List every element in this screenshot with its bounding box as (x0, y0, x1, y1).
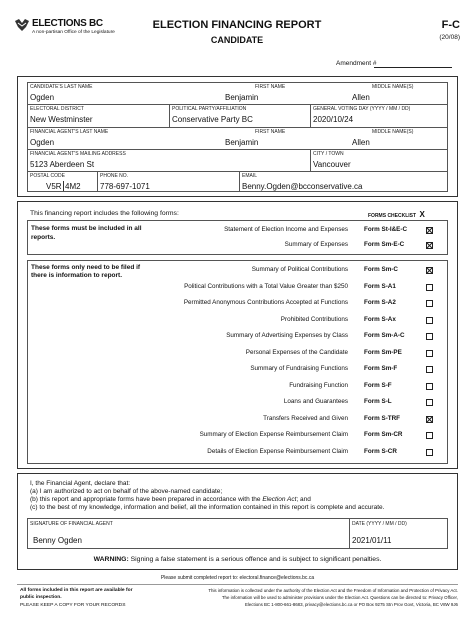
form-checkbox[interactable] (426, 333, 433, 340)
form-row-code: Form Sm-CR (364, 431, 403, 438)
email-label: EMAIL (242, 173, 258, 179)
form-checkbox[interactable] (426, 399, 433, 406)
form-row-label: Prohibited Contributions (280, 315, 348, 323)
form-checkbox[interactable] (426, 300, 433, 307)
footer-divider (17, 584, 458, 585)
agent-first-name-label: FIRST NAME (255, 129, 286, 135)
form-checkbox[interactable] (426, 350, 433, 357)
district-value[interactable]: New Westminster (30, 115, 93, 124)
agent-address[interactable]: 5123 Aberdeen St (30, 160, 95, 169)
declaration-line-3 (30, 496, 311, 504)
form-row-label: Summary of Expenses (284, 241, 348, 248)
forms-checklist-label (368, 210, 425, 219)
submit-instruction: Please submit completed report to: electoral.finance@elections.bc.ca (160, 575, 315, 581)
amendment-label: Amendment # (336, 60, 377, 67)
declaration-line-1: I, the Financial Agent, declare that: (30, 480, 131, 487)
logo-text: ELECTIONS BC (32, 18, 103, 29)
form-checkbox[interactable] (426, 317, 433, 324)
footer-privacy-3: Elections BC 1-800-661-8683, privacy@elections.bc.ca or PO Box 9275 Stn Prov Govt, Victoria, BC V8W 9J6 (244, 602, 458, 607)
form-row-code: Form S-A2 (364, 299, 396, 306)
form-row-label: Summary of Political Contributions (251, 266, 348, 273)
form-row-code: Form Sm-PE (364, 348, 402, 356)
form-row-label: Statement of Election Income and Expenses (224, 226, 348, 233)
form-code: F-C (441, 19, 460, 31)
voting-day-value[interactable]: 2020/10/24 (313, 115, 354, 124)
form-row-label: Transfers Received and Given (263, 414, 348, 422)
postal-code-label: POSTAL CODE (30, 173, 66, 179)
signature-label: SIGNATURE OF FINANCIAL AGENT (30, 521, 113, 527)
checklist-label-text: FORMS CHECKLIST (368, 213, 417, 219)
form-row-label: Fundraising Function (289, 381, 348, 389)
form-checkbox[interactable] (426, 449, 433, 456)
form-row-label: Political Contributions with a Total Value Greater than $250 (184, 282, 348, 290)
form-checkbox[interactable] (426, 267, 433, 274)
form-row-code: Form Sm-F (364, 365, 398, 372)
form-row-label: Summary of Fundraising Functions (250, 365, 348, 372)
declaration-line-3-act: Election Act (262, 496, 297, 503)
candidate-last-name[interactable]: Ogden (30, 93, 55, 102)
voting-day-label: GENERAL VOTING DAY (YYYY / MM / DD) (313, 106, 411, 112)
warning-message: Signing a false statement is a serious offence and is subject to significant penalties. (130, 556, 382, 563)
footer-privacy-1: This information is collected under the authority of the Election Act and the Freedom of Information and Protection of Privacy Act. (208, 588, 458, 593)
report-subtitle: CANDIDATE (210, 35, 264, 45)
required-heading: These forms must be included in all reports. (31, 225, 142, 241)
form-row-code: Form Sm-E-C (364, 241, 405, 248)
agent-city[interactable]: Vancouver (313, 160, 351, 169)
form-row-code: Form S-A1 (364, 282, 396, 290)
postal-code-part2[interactable]: 4M2 (65, 182, 81, 191)
form-row-label: Summary of Election Expense Reimbursement Claim (199, 431, 348, 438)
postal-code-part1[interactable]: V5R (46, 182, 62, 191)
signature-date-label: DATE (YYYY / MM / DD) (352, 521, 407, 527)
form-row-code: Form Sm-C (364, 266, 398, 273)
footer-keep-copy: PLEASE KEEP A COPY FOR YOUR RECORDS (20, 603, 126, 608)
form-row-label: Summary of Advertising Expenses by Class (226, 332, 348, 339)
phone-value[interactable]: 778-697-1071 (100, 182, 150, 191)
report-title: ELECTION FINANCING REPORT (152, 19, 322, 31)
email-value[interactable]: Benny.Ogden@bcconservative.ca (242, 182, 363, 191)
warning-label: WARNING: (93, 556, 129, 563)
agent-last-name-label: FINANCIAL AGENT'S LAST NAME (30, 129, 109, 135)
form-checkbox[interactable] (426, 366, 433, 373)
form-row-label: Personal Expenses of the Candidate (245, 348, 348, 356)
form-row-code: Form S-Ax (364, 315, 396, 323)
form-row-code: Form S-L (364, 398, 392, 405)
form-checkbox[interactable] (426, 416, 433, 423)
logo-subtext: A non-partisan Office of the Legislature (32, 30, 115, 35)
form-checkbox[interactable] (426, 242, 433, 249)
declaration-line-4: (c) to the best of my knowledge, information and belief, all the information contained in this report is complete and accurate. (30, 504, 385, 511)
form-checkbox[interactable] (426, 284, 433, 291)
footer-public-note: All forms included in this report are available for public inspection. (20, 588, 133, 600)
logo (14, 16, 124, 42)
forms-intro: This financing report includes the following forms: (30, 210, 179, 217)
checklist-mark: X (419, 210, 425, 219)
form-row-code: Form S-CR (364, 447, 397, 455)
signature-date[interactable]: 2021/01/11 (352, 536, 392, 545)
declaration-line-3-pre: (b) this report and appropriate forms have been prepared in accordance with the (30, 496, 263, 503)
warning-text (27, 556, 448, 563)
agent-last-name[interactable]: Ogden (30, 138, 55, 147)
agent-city-label: CITY / TOWN (313, 151, 344, 157)
form-row-label: Permitted Anonymous Contributions Accepted at Functions (183, 299, 348, 306)
district-label: ELECTORAL DISTRICT (30, 106, 84, 112)
agent-address-label: FINANCIAL AGENT'S MAILING ADDRESS (30, 151, 126, 157)
candidate-middle-name-label: MIDDLE NAME(S) (372, 84, 414, 90)
footer-privacy-2: The information will be used to administer provisions under the Election Act. Questions can be directed to: Privacy Officer, (221, 595, 458, 600)
candidate-last-name-label: CANDIDATE'S LAST NAME (30, 84, 93, 90)
party-value[interactable]: Conservative Party BC (172, 115, 253, 124)
form-checkbox[interactable] (426, 432, 433, 439)
form-checkbox[interactable] (426, 227, 433, 234)
form-version: (20/08) (439, 34, 460, 41)
form-row-label: Loans and Guarantees (283, 398, 348, 405)
declaration-line-3-post: ; and (296, 496, 311, 503)
declaration-line-2: (a) I am authorized to act on behalf of the above-named candidate; (30, 488, 223, 495)
candidate-first-name[interactable]: Benjamin (225, 93, 259, 102)
form-row-label: Details of Election Expense Reimbursement Claim (207, 447, 348, 455)
agent-middle-name[interactable]: Allen (352, 138, 370, 147)
form-row-code: Form S-F (364, 381, 392, 389)
crest-icon (14, 17, 30, 33)
postal-divider (63, 181, 64, 191)
amendment-field[interactable] (374, 67, 452, 68)
form-row-code: Form S-TRF (364, 414, 401, 422)
candidate-first-name-label: FIRST NAME (255, 84, 286, 90)
form-row-code: Form St-I&E-C (364, 226, 408, 233)
signature-value[interactable]: Benny Ogden (33, 536, 82, 545)
candidate-middle-name[interactable]: Allen (352, 93, 370, 102)
form-checkbox[interactable] (426, 383, 433, 390)
phone-label: PHONE NO. (100, 173, 129, 179)
party-label: POLITICAL PARTY/AFFILIATION (172, 106, 247, 112)
agent-first-name[interactable]: Benjamin (225, 138, 259, 147)
agent-middle-name-label: MIDDLE NAME(S) (372, 129, 414, 135)
form-row-code: Form Sm-A-C (364, 332, 405, 339)
optional-heading: These forms only need to be filed if there is information to report. (31, 264, 141, 279)
